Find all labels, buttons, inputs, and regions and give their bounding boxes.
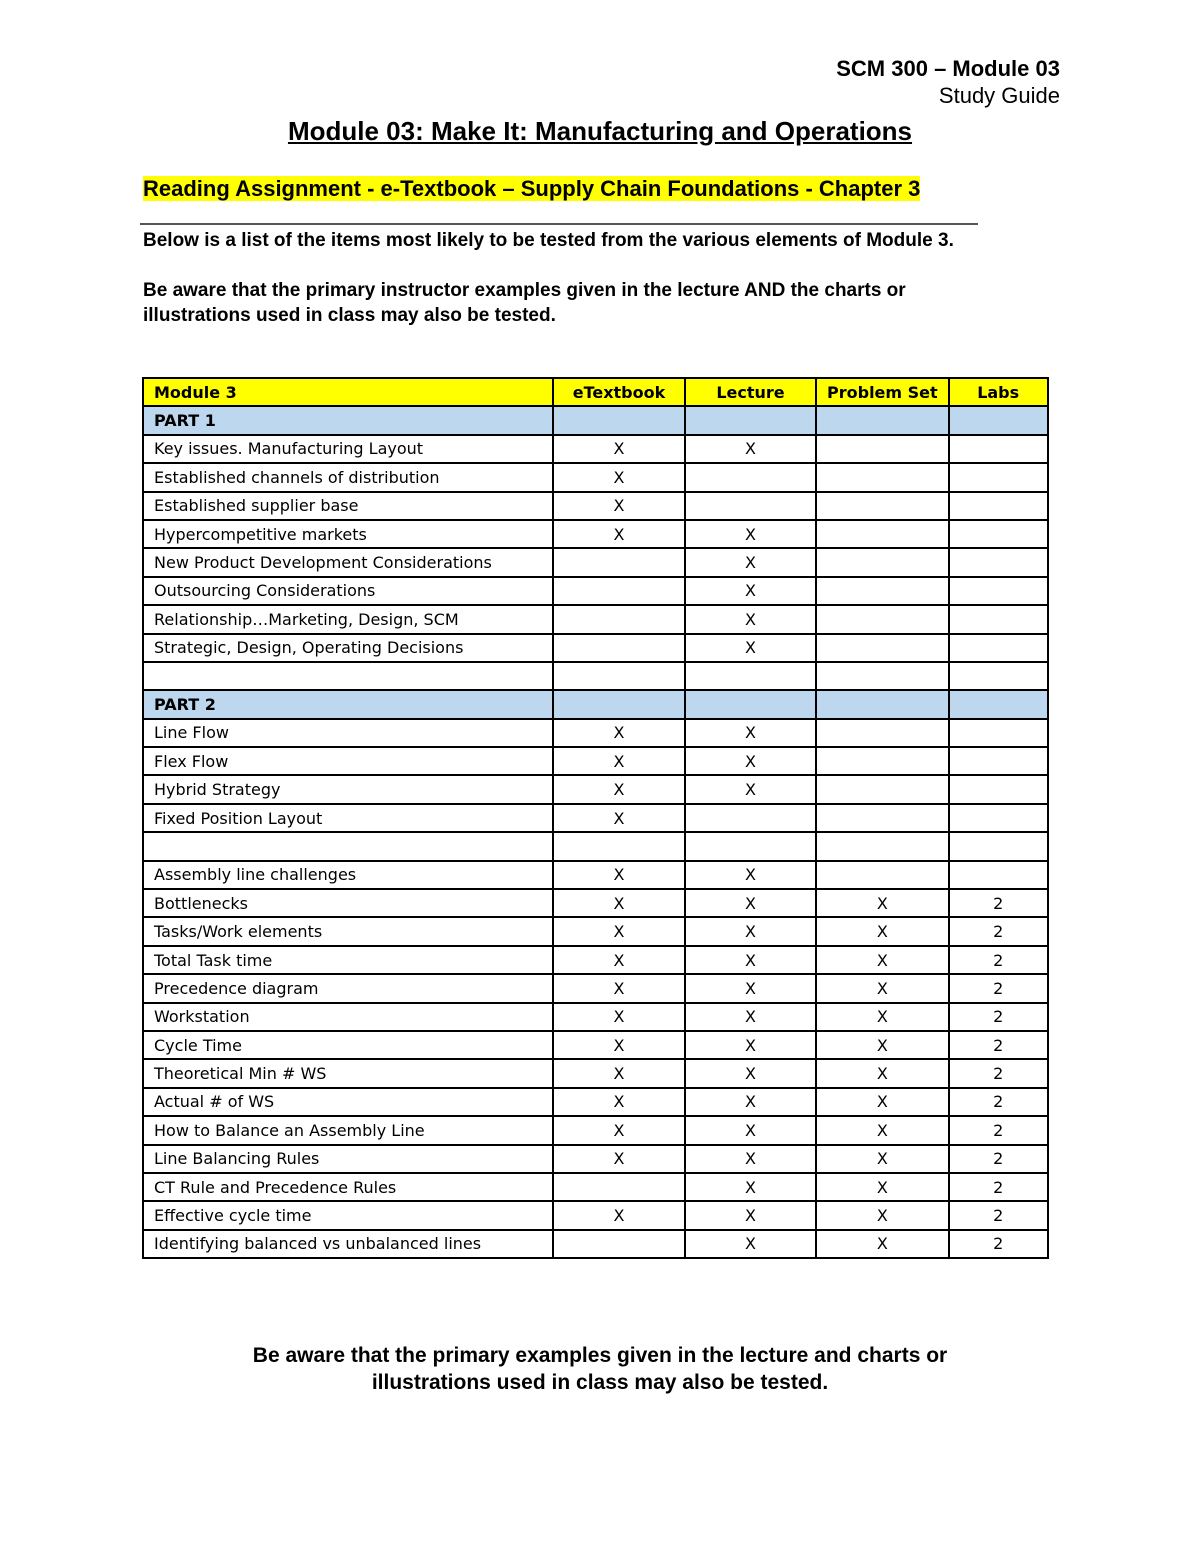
table-row: [143, 1116, 1048, 1144]
cell-lecture: X: [685, 719, 816, 747]
page-header: [836, 56, 1060, 110]
cell-labs: 2: [949, 1031, 1048, 1059]
cell-lecture: X: [685, 1116, 816, 1144]
column-header-labs: Labs: [949, 378, 1048, 406]
cell-lecture: [685, 804, 816, 832]
table-row: [143, 861, 1048, 889]
cell-item: Fixed Position Layout: [143, 804, 553, 832]
cell-problem-set: X: [816, 974, 949, 1002]
cell-etextbook: X: [553, 917, 685, 945]
cell-labs: [949, 832, 1048, 860]
cell-labs: [949, 492, 1048, 520]
cell-labs: [949, 577, 1048, 605]
cell-item: Established supplier base: [143, 492, 553, 520]
cell-problem-set: [816, 662, 949, 690]
cell-etextbook: [553, 406, 685, 434]
cell-labs: [949, 634, 1048, 662]
cell-etextbook: X: [553, 520, 685, 548]
cell-etextbook: X: [553, 1145, 685, 1173]
cell-problem-set: X: [816, 1031, 949, 1059]
intro-paragraph-1: Below is a list of the items most likely to be tested from the various elements of Module 3.: [143, 230, 954, 251]
cell-labs: [949, 662, 1048, 690]
table-section-row: [143, 690, 1048, 718]
cell-etextbook: [553, 605, 685, 633]
cell-item: Strategic, Design, Operating Decisions: [143, 634, 553, 662]
cell-labs: [949, 690, 1048, 718]
table-row: [143, 804, 1048, 832]
cell-labs: 2: [949, 917, 1048, 945]
course-code: SCM 300 – Module 03: [836, 56, 1060, 81]
cell-item: Line Balancing Rules: [143, 1145, 553, 1173]
cell-problem-set: [816, 435, 949, 463]
cell-etextbook: [553, 662, 685, 690]
cell-labs: [949, 406, 1048, 434]
cell-lecture: X: [685, 1173, 816, 1201]
table-row: [143, 520, 1048, 548]
cell-problem-set: X: [816, 1230, 949, 1258]
cell-etextbook: X: [553, 974, 685, 1002]
cell-etextbook: X: [553, 1003, 685, 1031]
cell-lecture: [685, 832, 816, 860]
cell-lecture: X: [685, 1145, 816, 1173]
column-header-module: Module 3: [143, 378, 553, 406]
cell-lecture: [685, 690, 816, 718]
cell-etextbook: [553, 1230, 685, 1258]
cell-item: Hypercompetitive markets: [143, 520, 553, 548]
table-row: [143, 1173, 1048, 1201]
cell-lecture: X: [685, 1088, 816, 1116]
column-header-lecture: Lecture: [685, 378, 816, 406]
divider: [140, 223, 978, 225]
cell-etextbook: X: [553, 435, 685, 463]
cell-etextbook: X: [553, 804, 685, 832]
intro-text: [143, 228, 993, 353]
cell-labs: 2: [949, 1059, 1048, 1087]
table-row: [143, 1145, 1048, 1173]
table-row: [143, 435, 1048, 463]
cell-labs: 2: [949, 1145, 1048, 1173]
document-subtitle: Study Guide: [938, 83, 1060, 108]
cell-problem-set: X: [816, 889, 949, 917]
cell-problem-set: [816, 861, 949, 889]
cell-problem-set: [816, 747, 949, 775]
cell-labs: 2: [949, 1230, 1048, 1258]
cell-labs: [949, 463, 1048, 491]
cell-lecture: [685, 406, 816, 434]
cell-etextbook: X: [553, 861, 685, 889]
table-row: [143, 1088, 1048, 1116]
cell-labs: [949, 435, 1048, 463]
table-header-row: [143, 378, 1048, 406]
cell-item: Cycle Time: [143, 1031, 553, 1059]
cell-problem-set: [816, 690, 949, 718]
footer-note: [0, 1342, 1200, 1396]
cell-labs: [949, 605, 1048, 633]
cell-item: New Product Development Considerations: [143, 548, 553, 576]
table-row: [143, 492, 1048, 520]
cell-problem-set: X: [816, 1116, 949, 1144]
cell-lecture: X: [685, 1201, 816, 1229]
table-row: [143, 775, 1048, 803]
cell-item: Assembly line challenges: [143, 861, 553, 889]
cell-etextbook: [553, 634, 685, 662]
cell-item: Relationship…Marketing, Design, SCM: [143, 605, 553, 633]
cell-lecture: X: [685, 1230, 816, 1258]
study-table: [142, 377, 1049, 1259]
cell-labs: [949, 775, 1048, 803]
cell-lecture: X: [685, 520, 816, 548]
cell-labs: 2: [949, 1201, 1048, 1229]
cell-item: Theoretical Min # WS: [143, 1059, 553, 1087]
cell-etextbook: X: [553, 463, 685, 491]
cell-problem-set: X: [816, 946, 949, 974]
cell-labs: 2: [949, 1173, 1048, 1201]
cell-lecture: X: [685, 1059, 816, 1087]
table-row: [143, 634, 1048, 662]
table-row: [143, 946, 1048, 974]
cell-item: PART 1: [143, 406, 553, 434]
cell-labs: [949, 548, 1048, 576]
table-row: [143, 1059, 1048, 1087]
cell-item: Workstation: [143, 1003, 553, 1031]
cell-etextbook: X: [553, 1116, 685, 1144]
table-section-row: [143, 406, 1048, 434]
cell-labs: 2: [949, 974, 1048, 1002]
cell-item: [143, 832, 553, 860]
reading-assignment-text: Reading Assignment - e-Textbook – Supply Chain Foundations - Chapter 3: [143, 176, 921, 201]
cell-etextbook: X: [553, 492, 685, 520]
cell-item: CT Rule and Precedence Rules: [143, 1173, 553, 1201]
cell-lecture: X: [685, 634, 816, 662]
cell-lecture: [685, 463, 816, 491]
cell-etextbook: [553, 690, 685, 718]
cell-etextbook: [553, 832, 685, 860]
intro-paragraph-2: Be aware that the primary instructor examples given in the lecture AND the charts or illustrations used in class may also be tested.: [143, 280, 906, 326]
cell-labs: 2: [949, 1003, 1048, 1031]
cell-labs: 2: [949, 946, 1048, 974]
cell-etextbook: X: [553, 1201, 685, 1229]
cell-problem-set: [816, 577, 949, 605]
footer-line-2: illustrations used in class may also be tested.: [371, 1371, 829, 1394]
cell-problem-set: [816, 832, 949, 860]
cell-labs: [949, 861, 1048, 889]
cell-item: [143, 662, 553, 690]
table-row: [143, 832, 1048, 860]
table-row: [143, 548, 1048, 576]
cell-etextbook: X: [553, 1031, 685, 1059]
cell-etextbook: X: [553, 946, 685, 974]
cell-lecture: X: [685, 605, 816, 633]
cell-item: How to Balance an Assembly Line: [143, 1116, 553, 1144]
column-header-problem-set: Problem Set: [816, 378, 949, 406]
cell-problem-set: [816, 463, 949, 491]
cell-lecture: X: [685, 747, 816, 775]
cell-etextbook: X: [553, 747, 685, 775]
table-row: [143, 605, 1048, 633]
table-row: [143, 577, 1048, 605]
cell-problem-set: [816, 492, 949, 520]
table-row: [143, 889, 1048, 917]
cell-item: Hybrid Strategy: [143, 775, 553, 803]
cell-lecture: X: [685, 1003, 816, 1031]
table-row: [143, 974, 1048, 1002]
cell-problem-set: [816, 548, 949, 576]
cell-item: Line Flow: [143, 719, 553, 747]
cell-item: Precedence diagram: [143, 974, 553, 1002]
cell-problem-set: [816, 634, 949, 662]
cell-problem-set: X: [816, 917, 949, 945]
table-row: [143, 719, 1048, 747]
cell-etextbook: [553, 577, 685, 605]
cell-lecture: X: [685, 577, 816, 605]
cell-item: Flex Flow: [143, 747, 553, 775]
table-row: [143, 463, 1048, 491]
cell-lecture: X: [685, 861, 816, 889]
cell-item: Identifying balanced vs unbalanced lines: [143, 1230, 553, 1258]
reading-assignment: [143, 176, 920, 202]
cell-lecture: X: [685, 889, 816, 917]
cell-problem-set: [816, 520, 949, 548]
cell-problem-set: [816, 775, 949, 803]
cell-labs: [949, 747, 1048, 775]
table-row: [143, 747, 1048, 775]
cell-problem-set: X: [816, 1145, 949, 1173]
cell-labs: [949, 804, 1048, 832]
cell-item: Effective cycle time: [143, 1201, 553, 1229]
cell-labs: 2: [949, 889, 1048, 917]
table-row: [143, 1003, 1048, 1031]
cell-etextbook: [553, 548, 685, 576]
cell-problem-set: [816, 406, 949, 434]
cell-lecture: X: [685, 548, 816, 576]
cell-problem-set: X: [816, 1059, 949, 1087]
cell-item: Bottlenecks: [143, 889, 553, 917]
cell-problem-set: [816, 719, 949, 747]
cell-item: Key issues. Manufacturing Layout: [143, 435, 553, 463]
cell-item: Established channels of distribution: [143, 463, 553, 491]
cell-etextbook: X: [553, 775, 685, 803]
page-title: Module 03: Make It: Manufacturing and Operations: [287, 116, 913, 146]
cell-lecture: X: [685, 1031, 816, 1059]
cell-etextbook: X: [553, 1088, 685, 1116]
cell-problem-set: [816, 804, 949, 832]
cell-etextbook: [553, 1173, 685, 1201]
cell-labs: [949, 719, 1048, 747]
cell-etextbook: X: [553, 889, 685, 917]
cell-labs: 2: [949, 1088, 1048, 1116]
table-row: [143, 917, 1048, 945]
table-body: [143, 406, 1048, 1258]
table-row: [143, 1201, 1048, 1229]
cell-lecture: X: [685, 946, 816, 974]
cell-labs: 2: [949, 1116, 1048, 1144]
cell-lecture: [685, 492, 816, 520]
cell-lecture: X: [685, 974, 816, 1002]
cell-problem-set: X: [816, 1088, 949, 1116]
cell-lecture: [685, 662, 816, 690]
cell-item: Actual # of WS: [143, 1088, 553, 1116]
cell-item: Total Task time: [143, 946, 553, 974]
cell-lecture: X: [685, 435, 816, 463]
table-row: [143, 1031, 1048, 1059]
cell-labs: [949, 520, 1048, 548]
cell-problem-set: [816, 605, 949, 633]
table-row: [143, 662, 1048, 690]
table-row: [143, 1230, 1048, 1258]
cell-item: Tasks/Work elements: [143, 917, 553, 945]
cell-lecture: X: [685, 917, 816, 945]
cell-problem-set: X: [816, 1003, 949, 1031]
cell-etextbook: X: [553, 1059, 685, 1087]
cell-lecture: X: [685, 775, 816, 803]
footer-line-1: Be aware that the primary examples given in the lecture and charts or: [252, 1344, 948, 1367]
column-header-etextbook: eTextbook: [553, 378, 685, 406]
cell-etextbook: X: [553, 719, 685, 747]
cell-problem-set: X: [816, 1201, 949, 1229]
cell-item: PART 2: [143, 690, 553, 718]
cell-problem-set: X: [816, 1173, 949, 1201]
cell-item: Outsourcing Considerations: [143, 577, 553, 605]
